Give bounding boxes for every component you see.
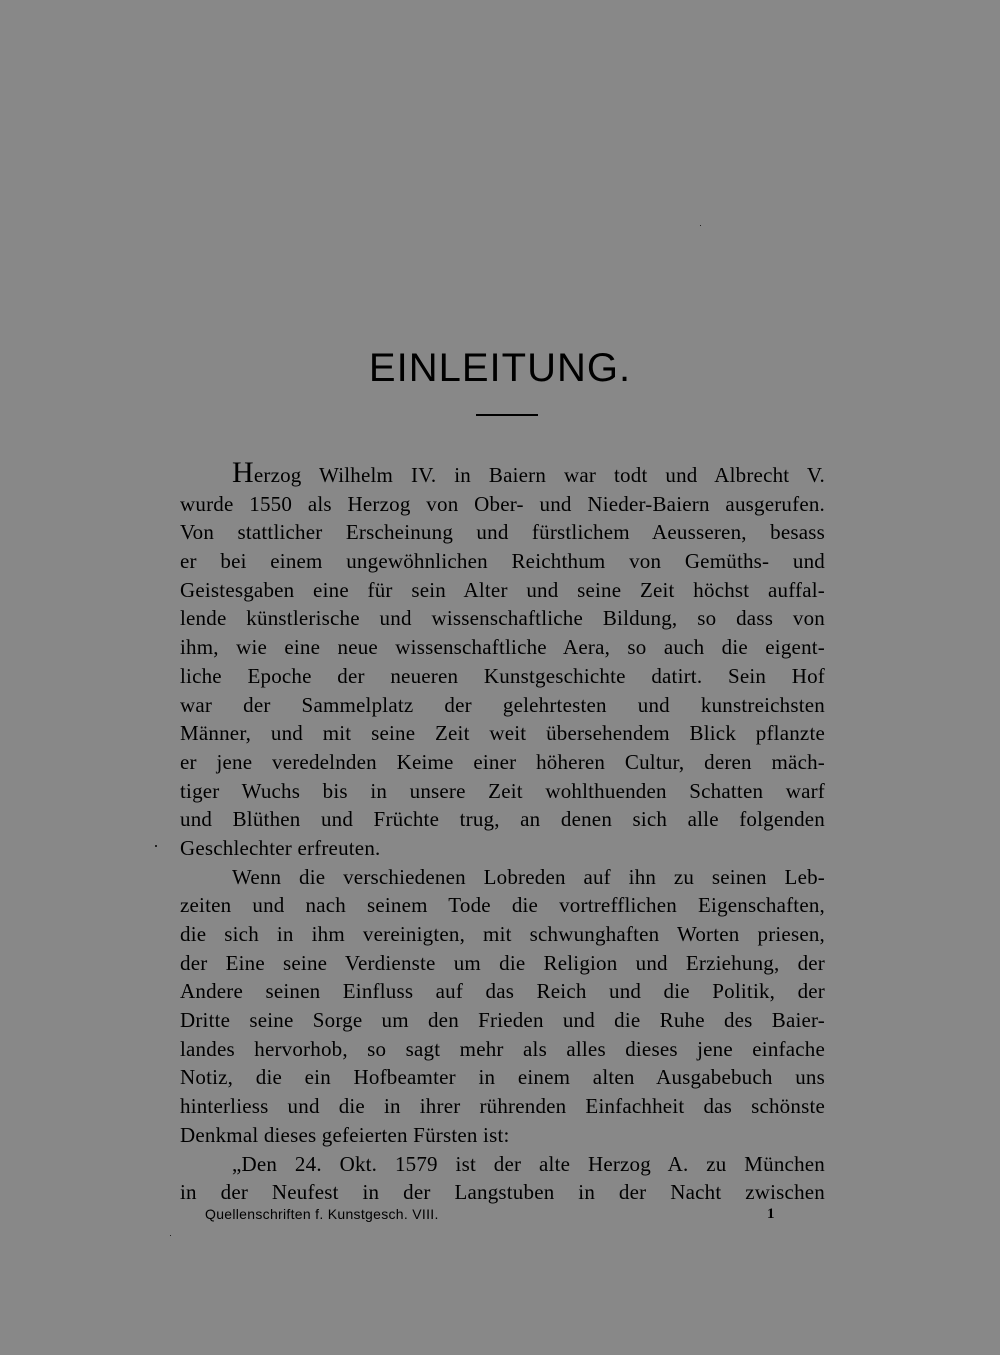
paragraph-2-line: Andere seinen Einfluss auf das Reich und die Politik, der [180,979,825,1004]
paragraph-1-line: wurde 1550 als Herzog von Ober- und Nieder-Baiern ausgerufen. [180,491,825,516]
paragraph-1-line-1 [180,456,825,490]
paragraph-1-line: und Blüthen und Früchte trug, an denen sich alle folgenden [180,807,825,832]
paragraph-2-line: Notiz, die ein Hofbeamter in einem alten Ausgabebuch uns [180,1065,825,1090]
page-number: 1 [767,1206,775,1222]
paragraph-2-line: die sich in ihm vereinigten, mit schwunghaften Worten priesen, [180,922,825,946]
paragraph-2-line: der Eine seine Verdienste um die Religion und Erziehung, der [180,950,825,975]
paragraph-2-line: landes hervorhob, so sagt mehr als alles dieses jene einfache [180,1036,825,1061]
print-speck [700,225,701,226]
paragraph-1-line: er jene veredelnden Keime einer höheren Cultur, deren mäch- [180,749,825,774]
paragraph-1-line: Von stattlicher Erscheinung und fürstlichem Aeusseren, besass [180,520,825,545]
paragraph-1-line: lende künstlerische und wissenschaftliche Bildung, so dass von [180,606,825,631]
print-speck [155,845,157,847]
paragraph-1-line: tiger Wuchs bis in unsere Zeit wohlthuenden Schatten warf [180,778,825,803]
body-text [180,456,825,1207]
paragraph-3-line: „Den 24. Okt. 1579 ist der alte Herzog A. zu München [232,1151,825,1176]
paragraph-1-line: Männer, und mit seine Zeit weit übersehendem Blick pflanzte [180,721,825,746]
paragraph-2-line: Denkmal dieses gefeierten Fürsten ist: [180,1122,510,1147]
paragraph-2-line: hinterliess und die in ihrer rührenden Einfachheit das schönste [180,1094,825,1119]
paragraph-1-line: Geistesgaben eine für sein Alter und seine Zeit höchst auffal- [180,577,825,602]
chapter-heading: EINLEITUNG. [368,346,632,390]
paragraph-1-line: er bei einem ungewöhnlichen Reichthum von Gemüths- und [180,549,825,574]
signature-mark: Quellenschriften f. Kunstgesch. VIII. [205,1206,439,1222]
paragraph-1-line: war der Sammelplatz der gelehrtesten und kunstreichsten [180,692,825,717]
print-speck [170,1235,171,1236]
paragraph-1-line-1-text: erzog Wilhelm IV. in Baiern war todt und Albrecht V. [253,463,825,487]
paragraph-2-line: Wenn die verschiedenen Lobreden auf ihn zu seinen Leb- [232,864,825,889]
heading-rule [476,414,538,416]
paragraph-1-line: ihm, wie eine neue wissenschaftliche Aera, so auch die eigent- [180,635,825,660]
dropcap: H [232,456,254,489]
paragraph-1-line: liche Epoche der neueren Kunstgeschichte datirt. Sein Hof [180,663,825,688]
paragraph-2-line: zeiten und nach seinem Tode die vortrefflichen Eigenschaften, [180,893,825,918]
paragraph-1-line: Geschlechter erfreuten. [180,835,381,860]
paragraph-3-line: in der Neufest in der Langstuben in der Nacht zwischen [180,1180,825,1205]
paragraph-2-line: Dritte seine Sorge um den Frieden und die Ruhe des Baier- [180,1008,825,1033]
